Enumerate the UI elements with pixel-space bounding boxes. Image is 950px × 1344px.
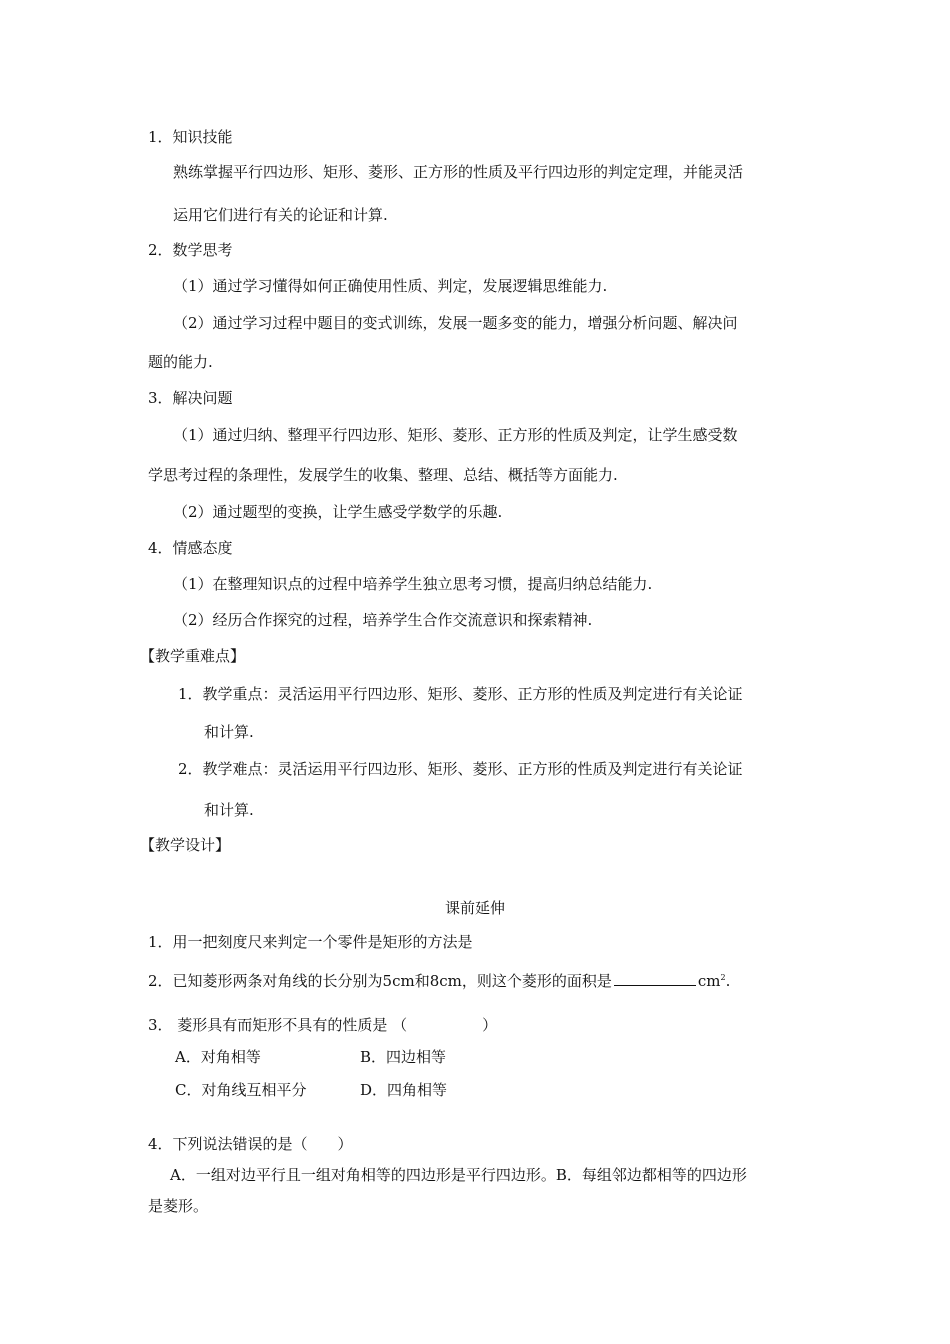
key-point-continuation: 和计算. [204, 723, 254, 741]
choice-a: A．对角相等 [175, 1048, 261, 1066]
key-point-line: 1．教学重点：灵活运用平行四边形、矩形、菱形、正方形的性质及判定进行有关论证 [178, 685, 743, 703]
question-4-options-line: A．一组对边平行且一组对角相等的四边形是平行四边形。B．每组邻边都相等的四边形 [170, 1166, 747, 1184]
list-item: （2）通过学习过程中题目的变式训练，发展一题多变的能力，增强分析问题、解决问 [173, 314, 738, 332]
period: . [725, 972, 731, 990]
section-title-problem-solving: 3．解决问题 [148, 389, 233, 407]
question-2-text: 2．已知菱形两条对角线的长分别为5cm和8cm，则这个菱形的面积是 [148, 972, 612, 990]
design-heading: 【教学设计】 [140, 836, 231, 854]
choice-b: B．四边相等 [360, 1048, 447, 1066]
unit-text: cm [697, 972, 721, 990]
unit-superscript: 2 [720, 973, 726, 982]
list-item-continuation: 学思考过程的条理性，发展学生的收集、整理、总结、概括等方面能力. [148, 466, 618, 484]
question-4: 4．下列说法错误的是（ ） [148, 1135, 353, 1153]
list-item: （2）经历合作探究的过程，培养学生合作交流意识和探索精神. [173, 611, 593, 629]
section-title-knowledge-skills: 1．知识技能 [148, 128, 233, 146]
answer-blank[interactable] [614, 970, 696, 986]
list-item-continuation: 题的能力. [148, 353, 213, 371]
question-1: 1．用一把刻度尺来判定一个零件是矩形的方法是 [148, 933, 473, 951]
question-2 [148, 970, 730, 991]
list-item: （1）通过归纳、整理平行四边形、矩形、菱形、正方形的性质及判定，让学生感受数 [173, 426, 738, 444]
list-item: （1）在整理知识点的过程中培养学生独立思考习惯，提高归纳总结能力. [173, 575, 653, 593]
section-title: 课前延伸 [444, 899, 505, 917]
key-point-line: 2．教学难点：灵活运用平行四边形、矩形、菱形、正方形的性质及判定进行有关论证 [178, 760, 743, 778]
key-points-heading: 【教学重难点】 [140, 647, 246, 665]
choice-d: D．四角相等 [360, 1081, 448, 1099]
key-point-continuation: 和计算. [204, 801, 254, 819]
list-item: （1）通过学习懂得如何正确使用性质、判定，发展逻辑思维能力. [173, 277, 608, 295]
section-title-attitude: 4．情感态度 [148, 539, 233, 557]
list-item: （2）通过题型的变换，让学生感受学数学的乐趣. [173, 503, 503, 521]
choice-c: C．对角线互相平分 [175, 1081, 307, 1099]
question-3: 3． 菱形具有而矩形不具有的性质是 （ ） [148, 1016, 498, 1034]
question-4-options-continuation: 是菱形。 [148, 1197, 209, 1215]
paragraph-line: 运用它们进行有关的论证和计算. [173, 206, 388, 224]
paragraph-line: 熟练掌握平行四边形、矩形、菱形、正方形的性质及平行四边形的判定定理，并能灵活 [173, 163, 744, 181]
section-title-math-thinking: 2．数学思考 [148, 241, 233, 259]
